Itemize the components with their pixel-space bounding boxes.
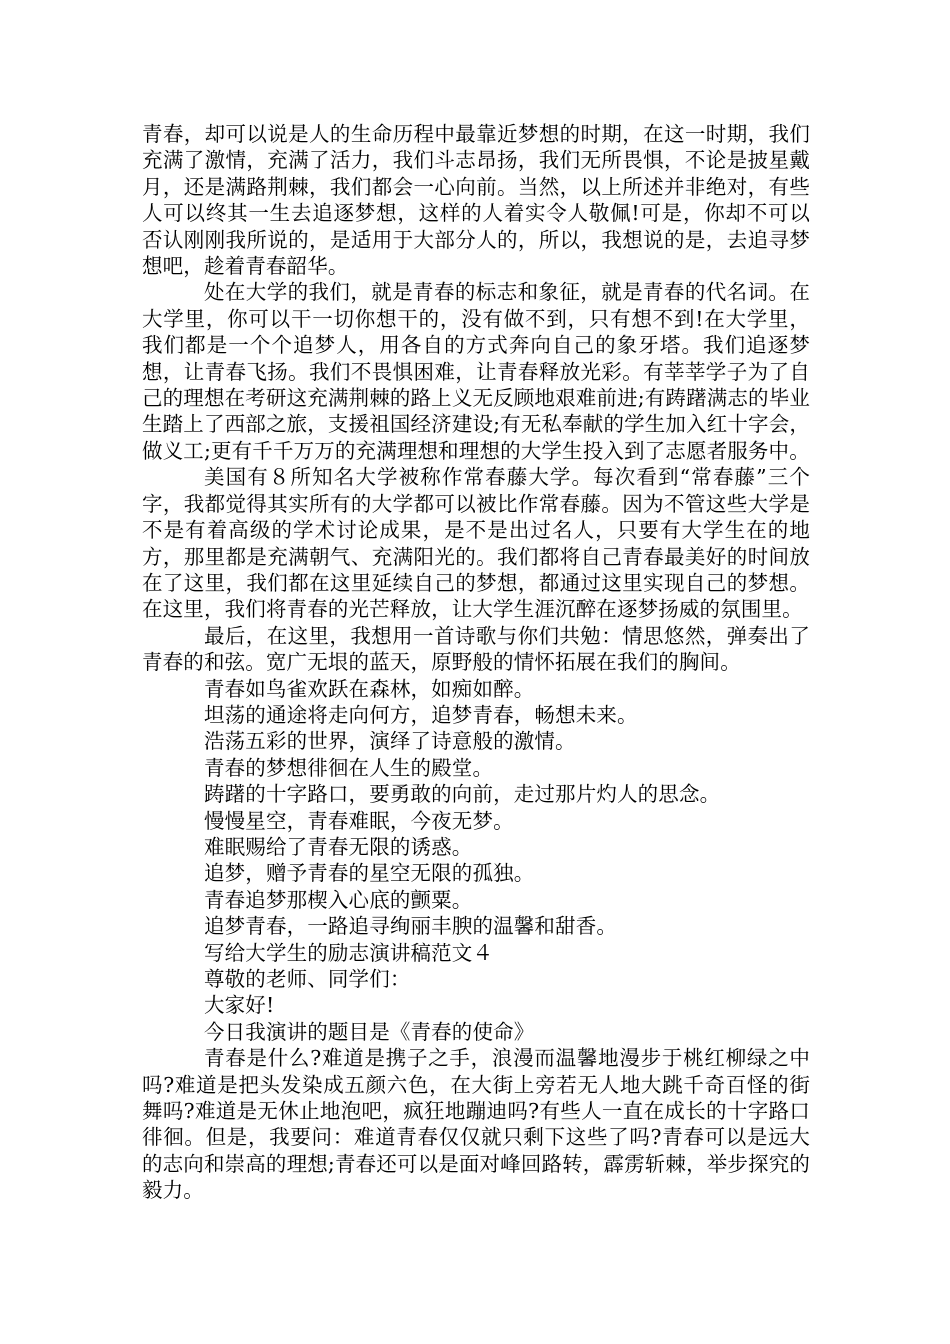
section-heading: 写给大学生的励志演讲稿范文４ bbox=[204, 940, 494, 965]
poem-line-10: 追梦青春，一路追寻绚丽丰腴的温馨和甜香。 bbox=[204, 914, 617, 939]
poem-line-7: 难眠赐给了青春无限的诱惑。 bbox=[204, 834, 473, 859]
poem-line-3: 浩荡五彩的世界，演绎了诗意般的激情。 bbox=[204, 729, 576, 754]
poem-line-9: 青春追梦那楔入心底的颤粟。 bbox=[204, 887, 473, 912]
poem-line-4: 青春的梦想徘徊在人生的殿堂。 bbox=[204, 755, 494, 780]
salutation: 尊敬的老师、同学们： bbox=[204, 967, 411, 991]
paragraph-2: 处在大学的我们，就是青春的标志和象征，就是青春的代名词。在大学里，你可以干一切你想干的，没有做不到，只有想不到!在大学里，我们都是一个个追梦人，用各自的方式奔向自己的象牙塔。我们追逐梦想，让青春飞扬。我们不畏惧困难，让青春释放光彩。有莘莘学子为了自己的理想在考研这充满荆棘的路上义无反顾地艰难前进;有踌躇满志的毕业生踏上了西部之旅，支援祖国经济建设;有无私奉献的学生加入红十字会，做义工;更有千千万万的充满理想和理想的大学生投入到了志愿者服务中。 bbox=[142, 280, 810, 463]
paragraph-3: 美国有８所知名大学被称作常春藤大学。每次看到“常春藤”三个字，我都觉得其实所有的大学都可以被比作常春藤。因为不管这些大学是不是有着高级的学术讨论成果，是不是出过名人，只要有大学生在的地方，那里都是充满朝气、充满阳光的。我们都将自己青春最美好的时间放在了这里，我们都在这里延续自己的梦想，都通过这里实现自己的梦想。在这里，我们将青春的光芒释放，让大学生涯沉醉在逐梦扬威的氛围里。 bbox=[142, 465, 810, 622]
speech-title-line: 今日我演讲的题目是《青春的使命》 bbox=[204, 1019, 535, 1044]
poem-line-1: 青春如鸟雀欢跃在森林，如痴如醉。 bbox=[204, 676, 535, 701]
poem-line-5: 踌躇的十字路口，要勇敢的向前，走过那片灼人的思念。 bbox=[204, 782, 721, 807]
paragraph-5: 青春是什么?难道是携子之手，浪漫而温馨地漫步于桃红柳绿之中吗?难道是把头发染成五颜六色，在大街上旁若无人地大跳千奇百怪的街舞吗?难道是无休止地泡吧，疯狂地蹦迪吗?有些人一直在成长的十字路口徘徊。但是，我要问：难道青春仅仅就只剩下这些了吗?青春可以是远大的志向和崇高的理想;青春还可以是面对峰回路转，霹雳斩棘，举步探究的毅力。 bbox=[142, 1046, 810, 1203]
paragraph-1: 青春，却可以说是人的生命历程中最靠近梦想的时期，在这一时期，我们充满了激情，充满了活力，我们斗志昂扬，我们无所畏惧，不论是披星戴月，还是满路荆棘，我们都会一心向前。当然，以上所述并非绝对，有些人可以终其一生去追逐梦想，这样的人着实令人敬佩!可是，你却不可以否认刚刚我所说的，是适用于大部分人的，所以，我想说的是，去追寻梦想吧，趁着青春韶华。 bbox=[142, 122, 810, 279]
greeting: 大家好! bbox=[204, 993, 275, 1018]
poem-line-2: 坦荡的通途将走向何方，追梦青春，畅想未来。 bbox=[204, 702, 638, 727]
paragraph-4: 最后，在这里，我想用一首诗歌与你们共勉：情思悠然，弹奏出了青春的和弦。宽广无垠的蓝天，原野般的情怀拓展在我们的胸间。 bbox=[142, 623, 810, 675]
poem-line-8: 追梦，赠予青春的星空无限的孤独。 bbox=[204, 861, 535, 886]
document-body bbox=[142, 121, 810, 1204]
poem-line-6: 慢慢星空，青春难眠，今夜无梦。 bbox=[204, 808, 514, 833]
